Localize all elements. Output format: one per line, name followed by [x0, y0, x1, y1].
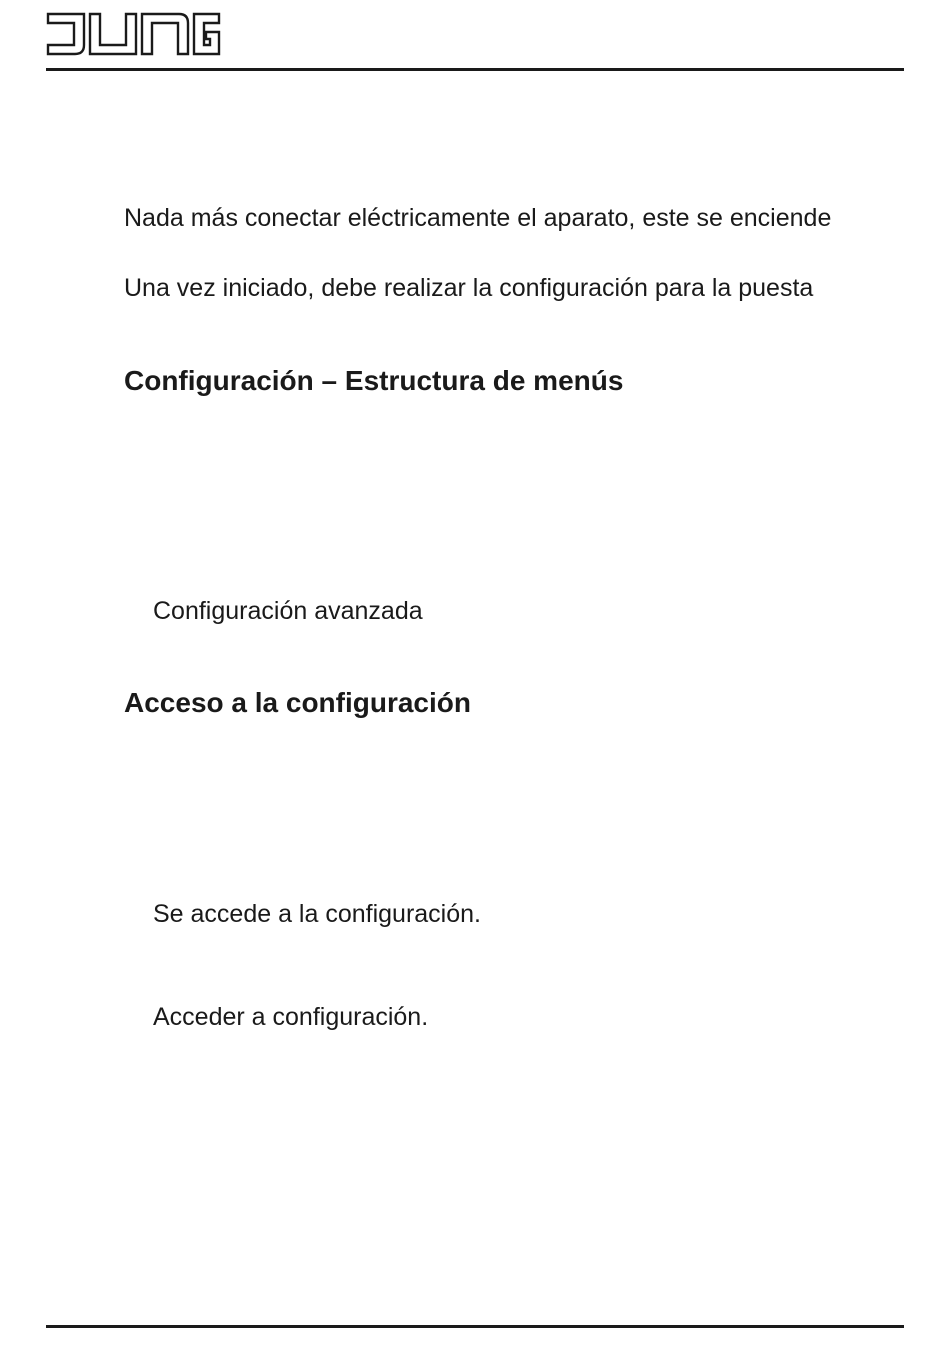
section-heading-access-config: Acceso a la configuración — [124, 687, 471, 718]
intro-paragraph-1: Nada más conectar eléctricamente el aparato, este se enciende — [124, 204, 832, 232]
step-action-text: Acceder a configuración. — [153, 1003, 429, 1031]
menu-item-advanced-config: Configuración avanzada — [153, 597, 423, 625]
step-result-text: Se accede a la configuración. — [153, 900, 481, 928]
header-divider — [46, 68, 904, 71]
intro-paragraph-2: Una vez iniciado, debe realizar la configuración para la puesta — [124, 274, 814, 302]
section-heading-menu-structure: Configuración – Estructura de menús — [124, 365, 624, 396]
jung-logo — [46, 12, 221, 56]
footer-divider — [46, 1325, 904, 1328]
